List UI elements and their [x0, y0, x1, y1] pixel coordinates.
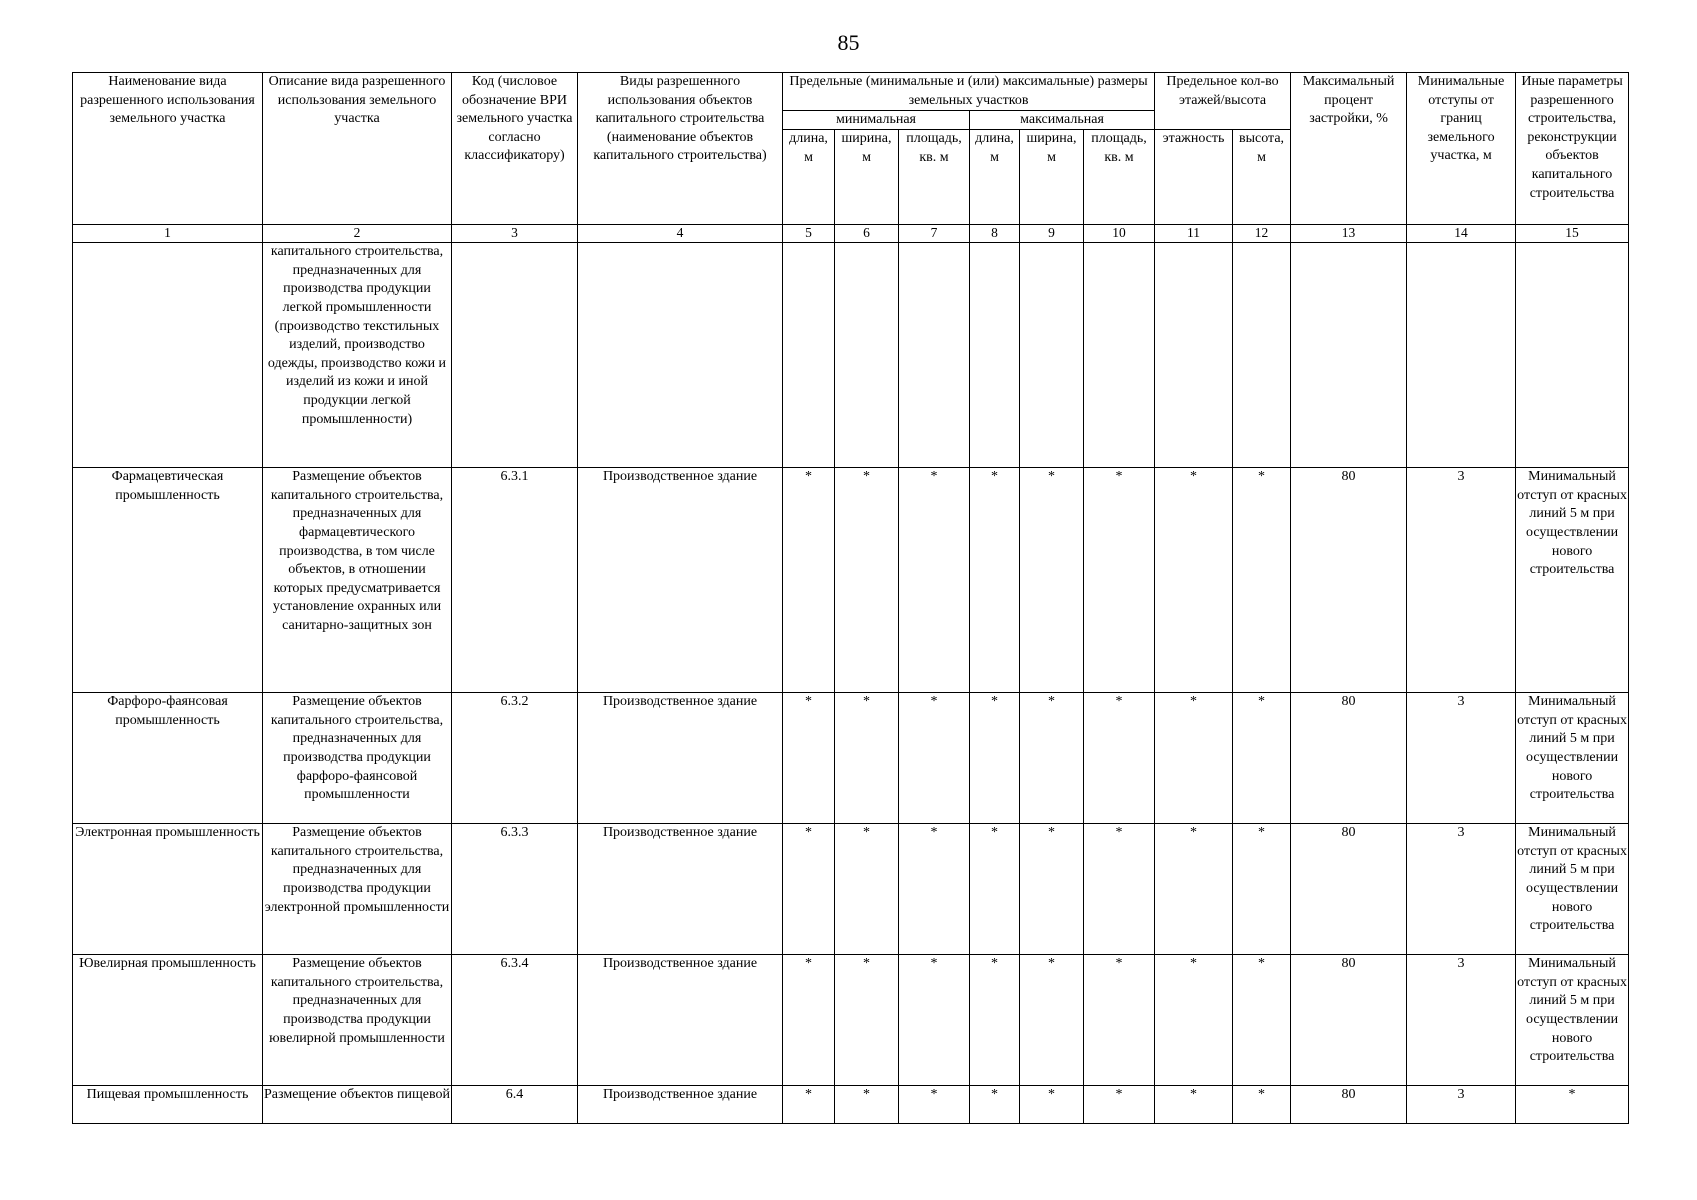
land-use-description: Размещение объектов капитального строительства, предназначенных для производства продукции ювелирной промышленности [263, 955, 452, 1086]
land-use-name: Пищевая промышленность [73, 1086, 263, 1124]
land-use-description: Размещение объектов капитального строительства, предназначенных для фармацевтического производства, в том числе объектов, в отношении которых предусматривается установление охранных или санитарно-защитных зон [263, 468, 452, 693]
max-length: * [970, 824, 1020, 955]
min-length: * [783, 824, 835, 955]
max-length: * [970, 468, 1020, 693]
setback [1407, 243, 1516, 468]
height [1233, 243, 1291, 468]
column-number: 13 [1291, 225, 1407, 243]
land-use-name: Фармацевтическая промышленность [73, 468, 263, 693]
min-length: * [783, 693, 835, 824]
header-col2: Описание вида разрешенного использования земельного участка [263, 73, 452, 225]
min-width: * [835, 693, 899, 824]
table-row [73, 1086, 1629, 1124]
column-number: 8 [970, 225, 1020, 243]
max-length: * [970, 1086, 1020, 1124]
column-number: 14 [1407, 225, 1516, 243]
setback: 3 [1407, 693, 1516, 824]
land-use-name: Электронная промышленность [73, 824, 263, 955]
land-use-code: 6.3.4 [452, 955, 578, 1086]
header-col15: Иные параметры разрешенного строительства, реконструкции объектов капитального строительства [1516, 73, 1629, 225]
height: * [1233, 1086, 1291, 1124]
table-row [73, 243, 1629, 468]
max-area: * [1084, 1086, 1155, 1124]
min-area [899, 243, 970, 468]
min-length: * [783, 1086, 835, 1124]
header-height: высота, м [1233, 130, 1291, 225]
min-length [783, 243, 835, 468]
height: * [1233, 824, 1291, 955]
max-area: * [1084, 955, 1155, 1086]
page-number: 85 [837, 30, 860, 55]
land-use-name: Фарфоро-фаянсовая промышленность [73, 693, 263, 824]
header-max-width: ширина, м [1020, 130, 1084, 225]
min-length: * [783, 955, 835, 1086]
header-sizes-group: Предельные (минимальные и (или) максимальные) размеры земельных участков [783, 73, 1155, 111]
max-width: * [1020, 955, 1084, 1086]
max-area: * [1084, 468, 1155, 693]
build-percent: 80 [1291, 693, 1407, 824]
building-type: Производственное здание [578, 468, 783, 693]
min-width [835, 243, 899, 468]
header-min-group: минимальная [783, 111, 970, 130]
header-max-area: площадь, кв. м [1084, 130, 1155, 225]
max-length: * [970, 955, 1020, 1086]
building-type: Производственное здание [578, 824, 783, 955]
land-use-code: 6.4 [452, 1086, 578, 1124]
land-use-name: Ювелирная промышленность [73, 955, 263, 1086]
setback: 3 [1407, 955, 1516, 1086]
land-use-code: 6.3.1 [452, 468, 578, 693]
header-floors-group: Предельное кол-во этажей/высота [1155, 73, 1291, 130]
height: * [1233, 955, 1291, 1086]
build-percent: 80 [1291, 1086, 1407, 1124]
max-area: * [1084, 693, 1155, 824]
land-use-description: Размещение объектов капитального строительства, предназначенных для производства продукции фарфоро-фаянсовой промышленности [263, 693, 452, 824]
floors: * [1155, 955, 1233, 1086]
max-width [1020, 243, 1084, 468]
header-col14: Минимальные отступы от границ земельного участка, м [1407, 73, 1516, 225]
column-number: 2 [263, 225, 452, 243]
building-type: Производственное здание [578, 693, 783, 824]
height: * [1233, 468, 1291, 693]
max-width: * [1020, 1086, 1084, 1124]
max-area: * [1084, 824, 1155, 955]
other-params: Минимальный отступ от красных линий 5 м при осуществлении нового строительства [1516, 824, 1629, 955]
building-type [578, 243, 783, 468]
floors: * [1155, 824, 1233, 955]
min-area: * [899, 468, 970, 693]
column-number: 4 [578, 225, 783, 243]
land-use-code [452, 243, 578, 468]
column-number: 1 [73, 225, 263, 243]
min-width: * [835, 1086, 899, 1124]
max-width: * [1020, 824, 1084, 955]
header-col4: Виды разрешенного использования объектов капитального строительства (наименование объектов капитального строительства) [578, 73, 783, 225]
building-type: Производственное здание [578, 955, 783, 1086]
floors [1155, 243, 1233, 468]
column-number: 3 [452, 225, 578, 243]
land-use-name [73, 243, 263, 468]
land-use-table [72, 72, 1629, 1124]
column-number: 12 [1233, 225, 1291, 243]
max-length: * [970, 693, 1020, 824]
column-number-row [73, 225, 1629, 243]
height: * [1233, 693, 1291, 824]
column-number: 7 [899, 225, 970, 243]
header-col1: Наименование вида разрешенного использования земельного участка [73, 73, 263, 225]
build-percent [1291, 243, 1407, 468]
setback: 3 [1407, 824, 1516, 955]
header-max-length: длина, м [970, 130, 1020, 225]
header-min-area: площадь, кв. м [899, 130, 970, 225]
min-width: * [835, 468, 899, 693]
min-area: * [899, 693, 970, 824]
column-number: 11 [1155, 225, 1233, 243]
table-row [73, 468, 1629, 693]
other-params: Минимальный отступ от красных линий 5 м при осуществлении нового строительства [1516, 955, 1629, 1086]
floors: * [1155, 693, 1233, 824]
land-use-code: 6.3.2 [452, 693, 578, 824]
header-row-1 [73, 73, 1629, 111]
land-use-description: Размещение объектов пищевой [263, 1086, 452, 1124]
other-params: Минимальный отступ от красных линий 5 м при осуществлении нового строительства [1516, 468, 1629, 693]
min-length: * [783, 468, 835, 693]
header-col3: Код (числовое обозначение ВРИ земельного участка согласно классификатору) [452, 73, 578, 225]
land-use-code: 6.3.3 [452, 824, 578, 955]
building-type: Производственное здание [578, 1086, 783, 1124]
column-number: 15 [1516, 225, 1629, 243]
header-col13: Максимальный процент застройки, % [1291, 73, 1407, 225]
column-number: 10 [1084, 225, 1155, 243]
setback: 3 [1407, 468, 1516, 693]
max-area [1084, 243, 1155, 468]
min-width: * [835, 824, 899, 955]
max-width: * [1020, 468, 1084, 693]
column-number: 5 [783, 225, 835, 243]
build-percent: 80 [1291, 824, 1407, 955]
land-use-description: Размещение объектов капитального строительства, предназначенных для производства продукции электронной промышленности [263, 824, 452, 955]
other-params: Минимальный отступ от красных линий 5 м при осуществлении нового строительства [1516, 693, 1629, 824]
table-row [73, 693, 1629, 824]
other-params: * [1516, 1086, 1629, 1124]
max-width: * [1020, 693, 1084, 824]
table-row [73, 955, 1629, 1086]
build-percent: 80 [1291, 468, 1407, 693]
column-number: 6 [835, 225, 899, 243]
header-min-length: длина, м [783, 130, 835, 225]
land-use-description: капитального строительства, предназначенных для производства продукции легкой промышленности (производство текстильных изделий, производство одежды, производство кожи и изделий из кожи и иной продукции легкой промышленности) [263, 243, 452, 468]
min-area: * [899, 824, 970, 955]
header-min-width: ширина, м [835, 130, 899, 225]
header-floors: этажность [1155, 130, 1233, 225]
min-area: * [899, 955, 970, 1086]
setback: 3 [1407, 1086, 1516, 1124]
other-params [1516, 243, 1629, 468]
floors: * [1155, 1086, 1233, 1124]
min-width: * [835, 955, 899, 1086]
column-number: 9 [1020, 225, 1084, 243]
table-row [73, 824, 1629, 955]
build-percent: 80 [1291, 955, 1407, 1086]
header-max-group: максимальная [970, 111, 1155, 130]
min-area: * [899, 1086, 970, 1124]
floors: * [1155, 468, 1233, 693]
max-length [970, 243, 1020, 468]
